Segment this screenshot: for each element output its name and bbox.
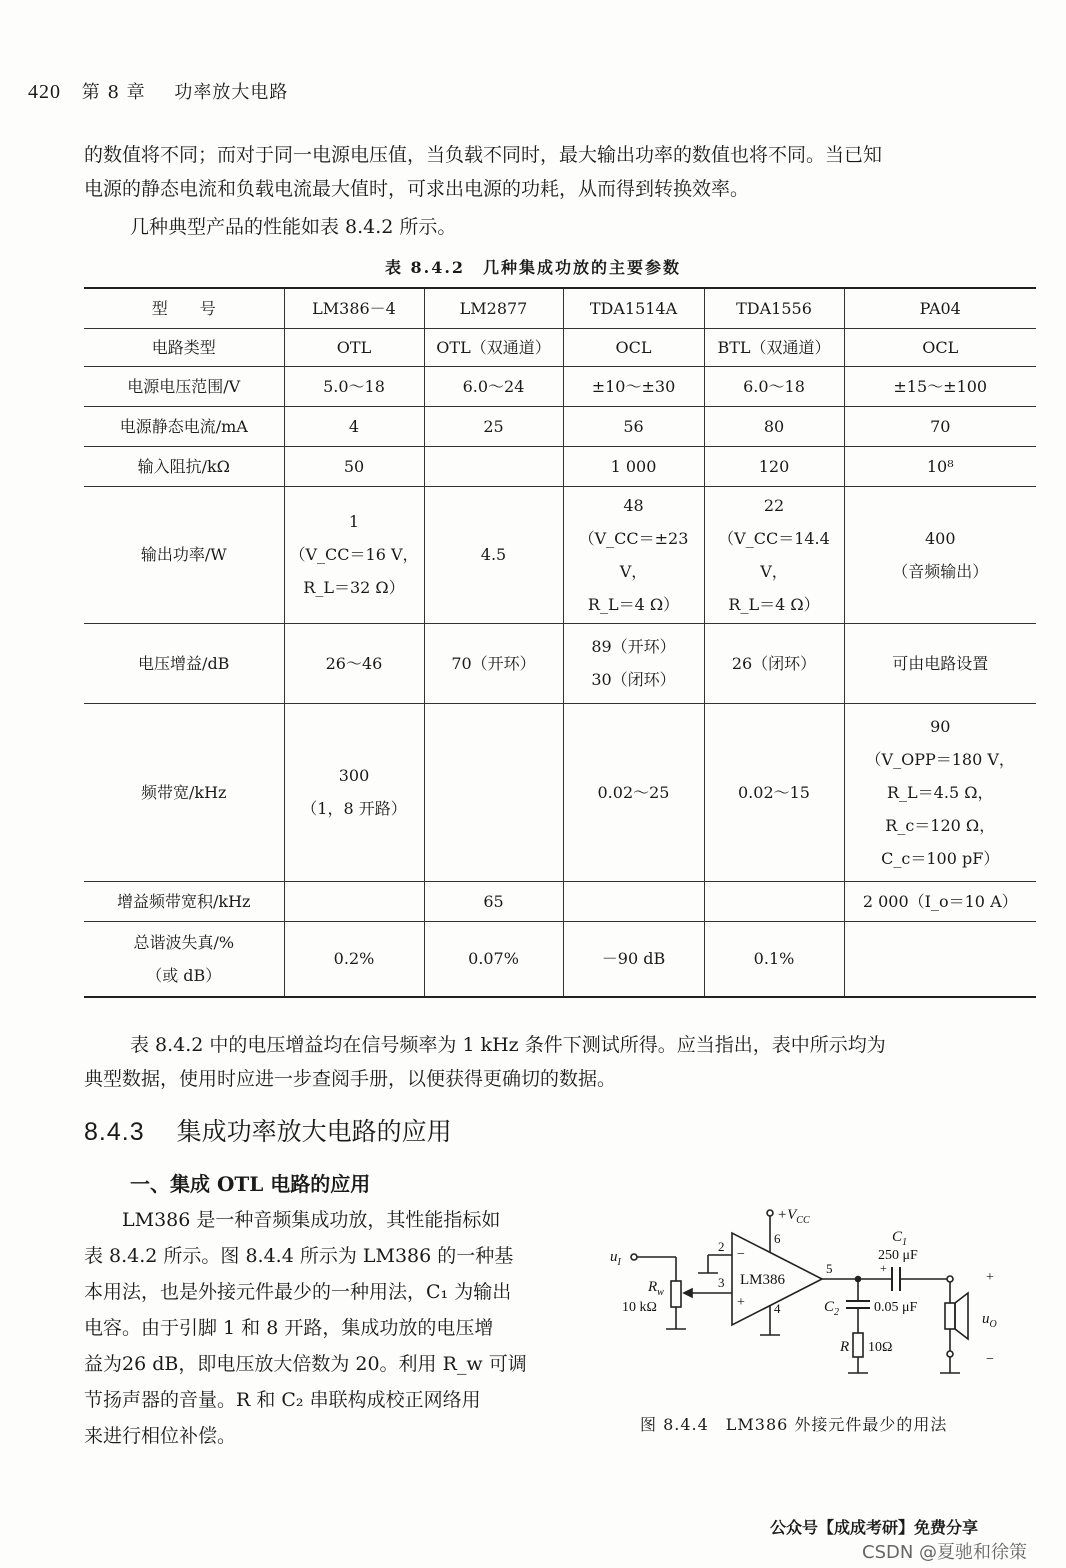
table-cell: 4.5 [424, 486, 563, 623]
table-cell: 400 （音频输出） [844, 486, 1036, 623]
section-number: 8.4.3 [84, 1118, 145, 1146]
pin2-label: 2 [718, 1239, 725, 1254]
table-cell: ±15～±100 [844, 366, 1036, 406]
table-cell: 0.07% [424, 921, 563, 997]
table-cell [424, 703, 563, 881]
chapter-title: 功率放大电路 [174, 82, 289, 103]
body-line: 电容。由于引脚 1 和 8 开路，集成功放的电压增 [84, 1317, 494, 1339]
r-value: 10Ω [868, 1340, 893, 1355]
intro-line-2: 电源的静态电流和负载电流最大值时，可求出电源的功耗，从而得到转换效率。 [84, 178, 750, 200]
table-cell: 0.02～15 [704, 703, 844, 881]
table-cell: 300 （1，8 开路） [284, 703, 424, 881]
rw-value: 10 kΩ [622, 1300, 657, 1315]
row-label-cell: 总谐波失真/% （或 dB） [84, 921, 284, 997]
row-label-cell: 电源静态电流/mA [84, 406, 284, 446]
body-line: 益为26 dB，即电压放大倍数为 20。利用 R_w 可调 [84, 1353, 527, 1375]
pin4-label: 4 [774, 1301, 781, 1316]
table-cell: 6.0～24 [424, 366, 563, 406]
table-cell [563, 881, 704, 921]
table-cell: 65 [424, 881, 563, 921]
table-cell: 可由电路设置 [844, 623, 1036, 703]
table-cell: 70（开环） [424, 623, 563, 703]
speaker-coil [945, 1303, 955, 1329]
table-cell: TDA1514A [563, 288, 704, 328]
table-cell: TDA1556 [704, 288, 844, 328]
body-paragraph [84, 1202, 580, 1454]
table-cell: 5.0～18 [284, 366, 424, 406]
output-terminal [947, 1351, 953, 1357]
speaker-cone [955, 1293, 968, 1339]
table-caption: 表 8.4.2 几种集成功放的主要参数 [384, 258, 682, 277]
row-label-cell: 型 号 [84, 288, 284, 328]
intro-paragraph [84, 138, 1034, 206]
output-plus: + [986, 1270, 994, 1285]
pin6-label: 6 [774, 1231, 781, 1246]
table-cell: 1 （V_CC＝16 V， R_L＝32 Ω） [284, 486, 424, 623]
pin3-label: 3 [718, 1275, 725, 1290]
table-row [84, 366, 1036, 406]
footer-note: 公众号【成成考研】免费分享 [770, 1518, 979, 1537]
table-cell: 0.02～25 [563, 703, 704, 881]
table-cell: 0.1% [704, 921, 844, 997]
lm386-circuit-diagram [600, 1195, 1020, 1410]
row-label-cell: 增益频带宽积/kHz [84, 881, 284, 921]
rw-potentiometer [671, 1281, 681, 1307]
body-line: 节扬声器的音量。R 和 C₂ 串联构成校正网络用 [84, 1389, 481, 1411]
r-resistor [853, 1333, 863, 1357]
table-cell: 4 [284, 406, 424, 446]
table-cell: 25 [424, 406, 563, 446]
output-label: $u_O$ [982, 1311, 997, 1330]
table-row [84, 486, 1036, 623]
table-cell [284, 881, 424, 921]
table-header-row [84, 288, 1036, 328]
c2-label: $C_2$ [824, 1299, 840, 1318]
table-row [84, 921, 1036, 997]
section-heading [84, 1112, 452, 1148]
table-cell [844, 921, 1036, 997]
row-label-cell: 电源电压范围/V [84, 366, 284, 406]
c1-value: 250 μF [878, 1248, 918, 1263]
page-header [28, 78, 288, 104]
table-row [84, 328, 1036, 366]
note-line-1: 表 8.4.2 中的电压增益均在信号频率为 1 kHz 条件下测试所得。应当指出，表中所示均为 [130, 1034, 886, 1056]
row-label-cell: 频带宽/kHz [84, 703, 284, 881]
table-cell: 2 000（I_o＝10 A） [844, 881, 1036, 921]
wiper-arrow [684, 1289, 692, 1297]
c1-plus: + [880, 1261, 887, 1275]
table-cell: 90 （V_OPP＝180 V， R_L＝4.5 Ω， R_c＝120 Ω， C_c＝100 pF） [844, 703, 1036, 881]
table-cell: －90 dB [563, 921, 704, 997]
row-label-cell: 电路类型 [84, 328, 284, 366]
input-terminal [631, 1254, 637, 1260]
table-cell: 22 （V_CC＝14.4 V， R_L＝4 Ω） [704, 486, 844, 623]
row-label-cell: 输入阻抗/kΩ [84, 446, 284, 486]
watermark: CSDN @夏驰和徐策 [862, 1542, 1028, 1563]
table-cell: 120 [704, 446, 844, 486]
table-cell [704, 881, 844, 921]
table-cell: OCL [563, 328, 704, 366]
table-row [84, 881, 1036, 921]
table-cell [424, 446, 563, 486]
c1-label: $C_1$ [892, 1229, 908, 1248]
table-cell: 80 [704, 406, 844, 446]
input-label: $u_I$ [610, 1249, 621, 1268]
table-cell: 56 [563, 406, 704, 446]
table-cell: OTL（双通道） [424, 328, 563, 366]
chip-label: LM386 [740, 1272, 785, 1288]
output-terminal [947, 1276, 953, 1282]
note-line-2: 典型数据，使用时应进一步查阅手册，以便获得更确切的数据。 [84, 1068, 617, 1090]
table-cell: ±10～±30 [563, 366, 704, 406]
table-cell: 0.2% [284, 921, 424, 997]
body-line: 本用法，也是外接元件最少的一种用法，C₁ 为输出 [84, 1281, 512, 1303]
body-line: 来进行相位补偿。 [84, 1425, 237, 1447]
noninverting-sign: + [737, 1295, 745, 1310]
vcc-terminal [767, 1210, 773, 1216]
table-cell: 50 [284, 446, 424, 486]
table-cell: 6.0～18 [704, 366, 844, 406]
row-label-cell: 电压增益/dB [84, 623, 284, 703]
table-cell: 48 （V_CC＝±23 V， R_L＝4 Ω） [563, 486, 704, 623]
table-cell: 26（闭环） [704, 623, 844, 703]
output-minus: − [986, 1352, 994, 1367]
rw-label: $R_w$ [648, 1279, 664, 1298]
table-row [84, 623, 1036, 703]
inverting-sign: − [737, 1247, 745, 1262]
note-paragraph [84, 1028, 1034, 1096]
c2-value: 0.05 μF [874, 1300, 918, 1315]
row-label-cell: 输出功率/W [84, 486, 284, 623]
body-line: 表 8.4.2 所示。图 8.4.4 所示为 LM386 的一种基 [84, 1245, 514, 1267]
table-row [84, 446, 1036, 486]
table-cell: 1 000 [563, 446, 704, 486]
table-cell: OCL [844, 328, 1036, 366]
table-cell: OTL [284, 328, 424, 366]
body-line: LM386 是一种音频集成功放，其性能指标如 [84, 1209, 501, 1231]
intro-line-1: 的数值将不同；而对于同一电源电压值，当负载不同时，最大输出功率的数值也将不同。当已知 [84, 144, 883, 166]
table-cell: 26～46 [284, 623, 424, 703]
page-number: 420 [28, 81, 61, 103]
table-cell: LM386－4 [284, 288, 424, 328]
subsection-heading: 一、集成 OTL 电路的应用 [130, 1172, 371, 1196]
vcc-label: $+V_{CC}$ [777, 1207, 810, 1226]
table-cell: 10⁸ [844, 446, 1036, 486]
table-cell: PA04 [844, 288, 1036, 328]
figure-caption: 图 8.4.4 LM386 外接元件最少的用法 [640, 1415, 948, 1434]
table-cell: 89（开环） 30（闭环） [563, 623, 704, 703]
table-cell: LM2877 [424, 288, 563, 328]
r-label: R [840, 1339, 850, 1355]
table-cell: 70 [844, 406, 1036, 446]
section-title: 集成功率放大电路的应用 [176, 1117, 452, 1146]
table-row [84, 406, 1036, 446]
table-row [84, 703, 1036, 881]
parameters-table [84, 287, 1036, 998]
table-cell: BTL（双通道） [704, 328, 844, 366]
pin5-label: 5 [826, 1261, 833, 1276]
chapter-label: 第 8 章 [81, 82, 146, 103]
intro-line-3: 几种典型产品的性能如表 8.4.2 所示。 [130, 216, 457, 238]
